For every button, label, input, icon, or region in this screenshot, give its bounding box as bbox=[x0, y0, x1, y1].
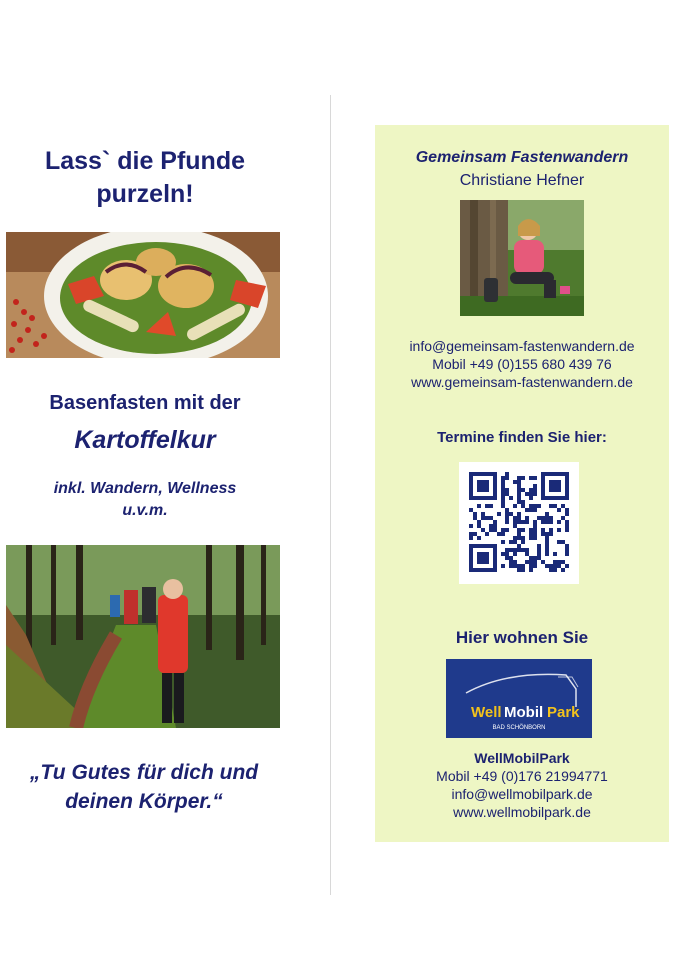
kur-title: Kartoffelkur bbox=[74, 426, 216, 454]
extras-line1: inkl. Wandern, Wellness bbox=[53, 480, 237, 497]
fold-line bbox=[330, 95, 331, 895]
termine-label: Termine finden Sie hier: bbox=[437, 429, 607, 446]
contact-mobile: Mobil +49 (0)155 680 439 76 bbox=[432, 356, 612, 372]
logo-subtitle: BAD SCHÖNBORN bbox=[492, 725, 546, 731]
quote bbox=[6, 758, 282, 816]
person-name: Christiane Hefner bbox=[459, 172, 585, 189]
food-photo bbox=[6, 232, 280, 358]
extras-line2: u.v.m. bbox=[122, 502, 168, 519]
contact-website: www.gemeinsam-fastenwandern.de bbox=[411, 374, 633, 390]
contact-info bbox=[375, 337, 669, 391]
quote-line2: deinen Körper.“ bbox=[65, 790, 223, 813]
park-mobile: Mobil +49 (0)176 21994771 bbox=[436, 768, 608, 784]
extras-text bbox=[10, 478, 280, 522]
logo-word-well: Well bbox=[471, 704, 502, 721]
quote-line1: „Tu Gutes für dich und bbox=[29, 761, 259, 784]
park-email: info@wellmobilpark.de bbox=[451, 786, 593, 802]
wellmobilpark-logo bbox=[446, 659, 592, 738]
org-title: Gemeinsam Fastenwandern bbox=[415, 149, 629, 166]
headline bbox=[10, 145, 280, 211]
park-website: www.wellmobilpark.de bbox=[453, 804, 591, 820]
park-info bbox=[375, 749, 669, 821]
headline-line2: purzeln! bbox=[96, 180, 194, 208]
subtitle: Basenfasten mit der bbox=[49, 392, 241, 414]
qr-code bbox=[459, 462, 579, 584]
logo-word-park: Park bbox=[547, 704, 580, 721]
logo-word-mobil: Mobil bbox=[504, 704, 544, 721]
headline-line1: Lass` die Pfunde bbox=[44, 147, 246, 175]
park-name: WellMobilPark bbox=[474, 750, 570, 766]
wohnen-label: Hier wohnen Sie bbox=[455, 628, 589, 647]
contact-email: info@gemeinsam-fastenwandern.de bbox=[409, 338, 635, 354]
person-photo bbox=[460, 200, 584, 316]
hiking-photo bbox=[6, 545, 280, 728]
